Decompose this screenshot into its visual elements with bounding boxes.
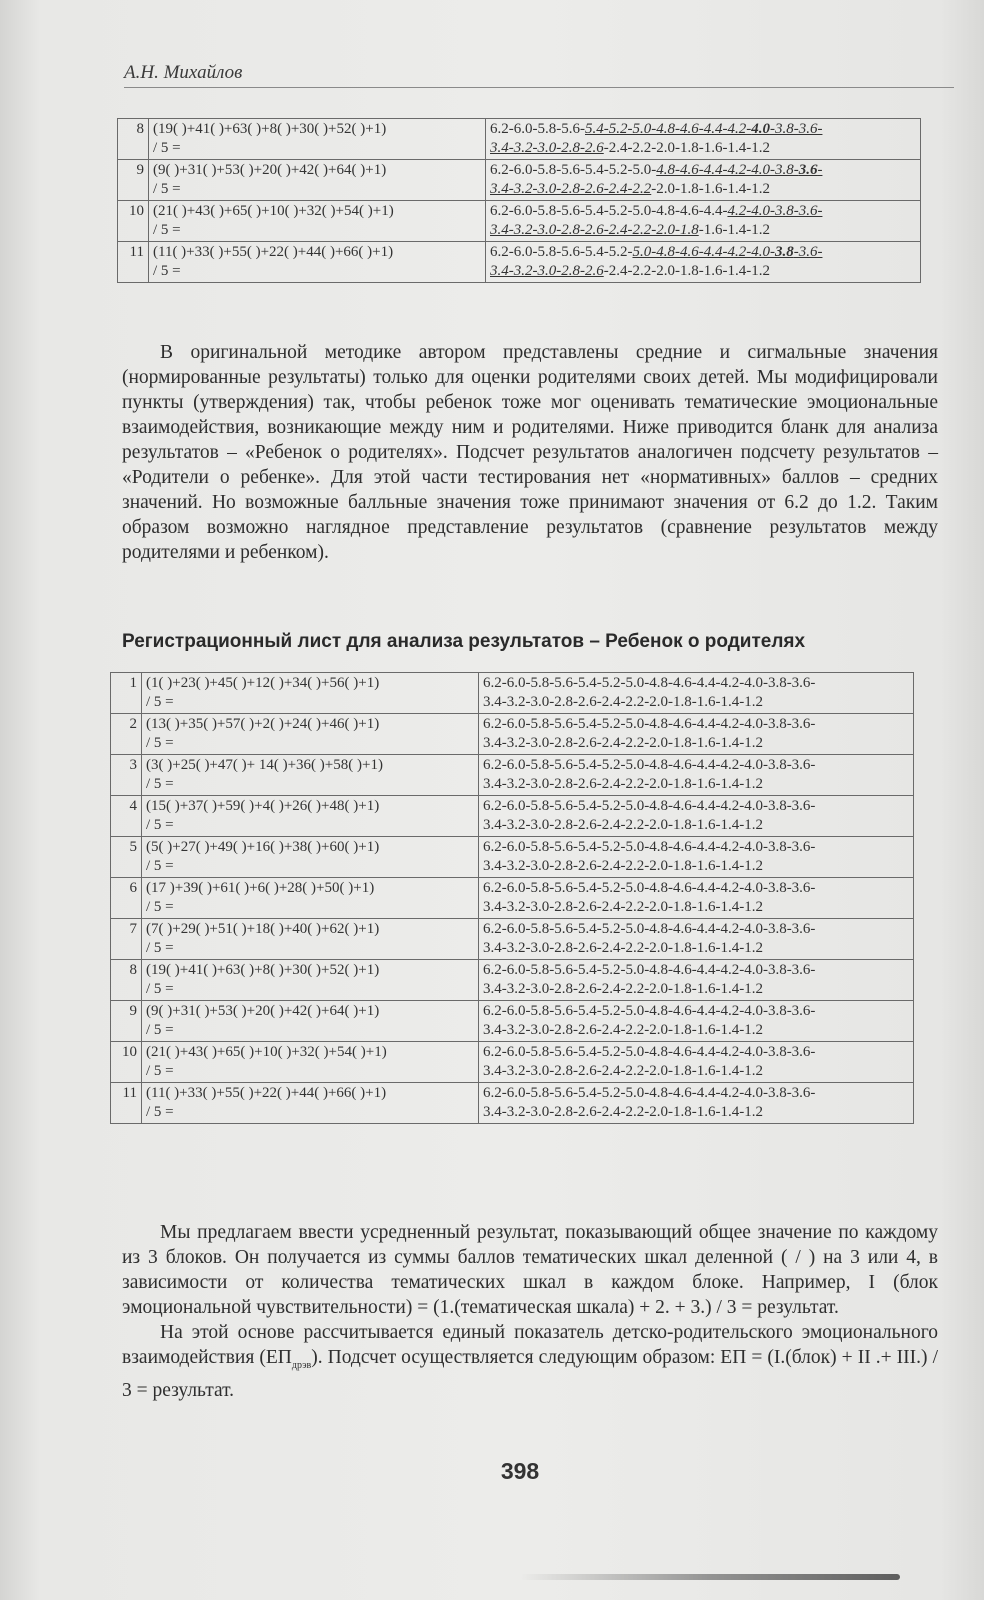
formula-cell: [142, 796, 479, 837]
row-number: 4: [111, 796, 142, 837]
running-header: А.Н. Михайлов: [124, 62, 954, 88]
formula-cell: [142, 1001, 479, 1042]
table-row: [118, 119, 921, 160]
scale-line: 3.4-3.2-3.0-2.8-2.6-2.4-2.2-2.0-1.8-1.6-1.4-1.2: [483, 858, 763, 874]
scale-underlined: 4.8-4.6-4.4-4.2-4.0-3.8-: [656, 162, 799, 178]
scale-plain: 6.2-6.0-5.8-5.6-: [490, 121, 585, 137]
scale-line: 3.4-3.2-3.0-2.8-2.6-2.4-2.2-2.0-1.8-1.6-1.4-1.2: [483, 1104, 763, 1120]
table-row: [118, 201, 921, 242]
scale-cell: [479, 1001, 914, 1042]
scale-cell: [486, 201, 921, 242]
formula-line: / 5 =: [146, 981, 174, 997]
formula-line: / 5 =: [146, 1063, 174, 1079]
registration-sheet-table: [110, 672, 914, 1124]
table-row: [111, 714, 914, 755]
scale-underlined: 3.4-3.2-3.0-2.8-2.6: [490, 263, 604, 279]
scale-line: 6.2-6.0-5.8-5.6-5.4-5.2-5.0-4.8-4.6-4.4-4.2-4.0-3.8-3.6-: [483, 839, 816, 855]
formula-line: (21( )+43( )+65( )+10( )+32( )+54( )+1): [153, 203, 394, 219]
formula-line: (11( )+33( )+55( )+22( )+44( )+66( )+1): [153, 244, 394, 260]
table-row: [111, 755, 914, 796]
formula-cell: [149, 242, 486, 283]
table-row: [118, 160, 921, 201]
scale-line: 6.2-6.0-5.8-5.6-5.4-5.2-5.0-4.8-4.6-4.4-4.2-4.0-3.8-3.6-: [483, 798, 816, 814]
formula-line: (13( )+35( )+57( )+2( )+24( )+46( )+1): [146, 716, 380, 732]
formula-line: (5( )+27( )+49( )+16( )+38( )+60( )+1): [146, 839, 380, 855]
paragraph-text: На этой основе рассчитывается единый показатель детско-родительского эмоционального взаимодействия $(ЕП_{дрэв})$. Подсчет осуществляется следующим образом: ЕП = (I.(блок) + II .+ III.) / 3 = результат.: [122, 1322, 938, 1401]
scale-line: [490, 202, 916, 221]
scale-underlined: 3.4-3.2-3.0-2.8-2.6-2.4-2.2: [490, 181, 652, 197]
table-row: [111, 1001, 914, 1042]
scale-line: 6.2-6.0-5.8-5.6-5.4-5.2-5.0-4.8-4.6-4.4-4.2-4.0-3.8-3.6-: [483, 1044, 816, 1060]
formula-line: / 5 =: [153, 140, 181, 156]
scale-line: 6.2-6.0-5.8-5.6-5.4-5.2-5.0-4.8-4.6-4.4-4.2-4.0-3.8-3.6-: [483, 757, 816, 773]
scale-underlined: 5.4-5.2-5.0-4.8-4.6-4.4-4.2-: [584, 121, 752, 137]
scale-cell: [479, 878, 914, 919]
scale-line: 3.4-3.2-3.0-2.8-2.6-2.4-2.2-2.0-1.8-1.6-1.4-1.2: [483, 1022, 763, 1038]
scale-plain: 6.2-6.0-5.8-5.6-5.4-5.2-5.0-: [490, 162, 657, 178]
section-title: Регистрационный лист для анализа результатов – Ребенок о родителях: [122, 631, 806, 652]
table-row: [111, 1042, 914, 1083]
table-row: [111, 1083, 914, 1124]
scale-cell: [486, 119, 921, 160]
formula-line: (21( )+43( )+65( )+10( )+32( )+54( )+1): [146, 1044, 387, 1060]
scale-result: 3.6: [798, 162, 818, 178]
scale-cell: [479, 837, 914, 878]
scale-line: 6.2-6.0-5.8-5.6-5.4-5.2-5.0-4.8-4.6-4.4-4.2-4.0-3.8-3.6-: [483, 1085, 816, 1101]
scale-line: [490, 243, 916, 262]
scale-plain: -2.4-2.2-2.0-1.8-1.6-1.4-1.2: [603, 140, 770, 156]
scale-plain: 6.2-6.0-5.8-5.6-5.4-5.2-5.0-4.8-4.6-4.4-: [490, 203, 728, 219]
formula-line: (11( )+33( )+55( )+22( )+44( )+66( )+1): [146, 1085, 387, 1101]
row-number: 9: [111, 1001, 142, 1042]
scan-smudge: [520, 1574, 900, 1580]
formula-line: / 5 =: [146, 858, 174, 874]
scale-cell: [486, 242, 921, 283]
paragraph-text: В оригинальной методике автором представлены средние и сигмальные значения (нормированные результаты) только для оценки родителями своих детей. Мы модифицировали пункты (утверждения) так, чтобы ребенок тоже мог оценивать тематические эмоциональные взаимодействия, возникающие между ним и родителями. Ниже приводится бланк для анализа результатов – «Ребенок о родителях». Подсчет результатов аналогичен подсчету результатов – «Родители о ребенке». Для этой части тестирования нет «нормативных» баллов – средних значений. Но возможные балльные значения тоже принимают значения от 6.2 до 1.2. Таким образом возможно наглядное представление результатов (сравнение результатов между родителями и ребенком).: [122, 342, 938, 563]
formula-line: (15( )+37( )+59( )+4( )+26( )+48( )+1): [146, 798, 380, 814]
formula-cell: [142, 1083, 479, 1124]
formula-line: / 5 =: [146, 899, 174, 915]
scale-line: 3.4-3.2-3.0-2.8-2.6-2.4-2.2-2.0-1.8-1.6-1.4-1.2: [483, 940, 763, 956]
formula-line: (17 )+39( )+61( )+6( )+28( )+50( )+1): [146, 880, 375, 896]
row-number: 10: [111, 1042, 142, 1083]
scale-underlined: 5.0-4.8-4.6-4.4-4.2-4.0-: [632, 244, 775, 260]
row-number: 9: [118, 160, 149, 201]
scale-cell: [479, 796, 914, 837]
subscript: дрэв: [291, 1359, 312, 1371]
scale-plain: -1.6-1.4-1.2: [698, 222, 770, 238]
table-row: [111, 878, 914, 919]
formula-line: (9( )+31( )+53( )+20( )+42( )+64( )+1): [146, 1003, 380, 1019]
table-row: [111, 796, 914, 837]
scale-cell: [479, 1042, 914, 1083]
scale-underlined: 3.4-3.2-3.0-2.8-2.6-2.4-2.2-2.0-1.8: [490, 222, 699, 238]
scale-result: 3.8: [774, 244, 794, 260]
formula-line: / 5 =: [146, 694, 174, 710]
scale-plain: -2.4-2.2-2.0-1.8-1.6-1.4-1.2: [603, 263, 770, 279]
row-number: 5: [111, 837, 142, 878]
scale-line: 3.4-3.2-3.0-2.8-2.6-2.4-2.2-2.0-1.8-1.6-1.4-1.2: [483, 899, 763, 915]
conclusion-paragraphs: [122, 1220, 938, 1403]
table-row: [118, 242, 921, 283]
formula-line: (7( )+29( )+51( )+18( )+40( )+62( )+1): [146, 921, 380, 937]
formula-line: (9( )+31( )+53( )+20( )+42( )+64( )+1): [153, 162, 387, 178]
formula-line: (1( )+23( )+45( )+12( )+34( )+56( )+1): [146, 675, 380, 691]
formula-cell: [142, 878, 479, 919]
formula-cell: [149, 201, 486, 242]
scale-line: 6.2-6.0-5.8-5.6-5.4-5.2-5.0-4.8-4.6-4.4-4.2-4.0-3.8-3.6-: [483, 675, 816, 691]
row-number: 1: [111, 673, 142, 714]
scale-underlined: -3.8-3.6-: [769, 121, 823, 137]
scale-plain: 6.2-6.0-5.8-5.6-5.4-5.2-: [490, 244, 633, 260]
table-row: [111, 960, 914, 1001]
table-row: [111, 673, 914, 714]
scale-line: [490, 161, 916, 180]
scale-line: 3.4-3.2-3.0-2.8-2.6-2.4-2.2-2.0-1.8-1.6-1.4-1.2: [483, 776, 763, 792]
formula-cell: [149, 160, 486, 201]
scale-cell: [479, 755, 914, 796]
formula-cell: [142, 919, 479, 960]
scale-underlined: -: [817, 162, 823, 178]
scale-plain: -2.0-1.8-1.6-1.4-1.2: [651, 181, 770, 197]
row-number: 11: [111, 1083, 142, 1124]
formula-cell: [142, 1042, 479, 1083]
formula-line: (19( )+41( )+63( )+8( )+30( )+52( )+1): [146, 962, 380, 978]
scores-table-continued: [117, 118, 921, 283]
formula-line: / 5 =: [146, 735, 174, 751]
row-number: 8: [111, 960, 142, 1001]
row-number: 8: [118, 119, 149, 160]
scale-line: 6.2-6.0-5.8-5.6-5.4-5.2-5.0-4.8-4.6-4.4-4.2-4.0-3.8-3.6-: [483, 962, 816, 978]
scale-cell: [486, 160, 921, 201]
scale-line: [490, 221, 916, 240]
formula-line: (19( )+41( )+63( )+8( )+30( )+52( )+1): [153, 121, 387, 137]
formula-cell: [142, 837, 479, 878]
row-number: 3: [111, 755, 142, 796]
formula-line: / 5 =: [153, 222, 181, 238]
table-row: [111, 919, 914, 960]
scale-cell: [479, 960, 914, 1001]
paragraph-text: Мы предлагаем ввести усредненный результат, показывающий общее значение по каждому из 3 блоков. Он получается из суммы баллов тематических шкал деленной ( / ) на 3 или 4, в зависимости от количества тематических шкал в каждом блоке. Например, I (блок эмоциональной чувствительности) = (1.(тематическая шкала) + 2. + 3.) / 3 = результат.: [122, 1222, 938, 1318]
scale-line: 6.2-6.0-5.8-5.6-5.4-5.2-5.0-4.8-4.6-4.4-4.2-4.0-3.8-3.6-: [483, 921, 816, 937]
row-number: 2: [111, 714, 142, 755]
table-row: [111, 837, 914, 878]
scale-line: 6.2-6.0-5.8-5.6-5.4-5.2-5.0-4.8-4.6-4.4-4.2-4.0-3.8-3.6-: [483, 716, 816, 732]
scale-cell: [479, 1083, 914, 1124]
scale-line: [490, 262, 916, 281]
scale-cell: [479, 919, 914, 960]
row-number: 6: [111, 878, 142, 919]
row-number: 11: [118, 242, 149, 283]
scale-line: 3.4-3.2-3.0-2.8-2.6-2.4-2.2-2.0-1.8-1.6-1.4-1.2: [483, 817, 763, 833]
scale-result: 4.0: [751, 121, 770, 137]
formula-line: / 5 =: [153, 263, 181, 279]
formula-line: / 5 =: [146, 776, 174, 792]
formula-line: (3( )+25( )+47( )+ 14( )+36( )+58( )+1): [146, 757, 383, 773]
formula-cell: [142, 673, 479, 714]
scale-line: 3.4-3.2-3.0-2.8-2.6-2.4-2.2-2.0-1.8-1.6-1.4-1.2: [483, 735, 763, 751]
scale-line: 3.4-3.2-3.0-2.8-2.6-2.4-2.2-2.0-1.8-1.6-1.4-1.2: [483, 694, 763, 710]
page-number: 398: [500, 1458, 540, 1484]
formula-cell: [142, 714, 479, 755]
scale-line: [490, 180, 916, 199]
scale-underlined: 3.4-3.2-3.0-2.8-2.6: [490, 140, 604, 156]
scale-cell: [479, 714, 914, 755]
formula-line: / 5 =: [146, 1022, 174, 1038]
intro-paragraph: [122, 340, 938, 565]
row-number: 10: [118, 201, 149, 242]
scale-cell: [479, 673, 914, 714]
scale-line: 6.2-6.0-5.8-5.6-5.4-5.2-5.0-4.8-4.6-4.4-4.2-4.0-3.8-3.6-: [483, 1003, 816, 1019]
formula-line: / 5 =: [146, 817, 174, 833]
formula-cell: [149, 119, 486, 160]
scale-underlined: -3.6-: [793, 244, 823, 260]
row-number: 7: [111, 919, 142, 960]
formula-line: / 5 =: [153, 181, 181, 197]
scale-line: 6.2-6.0-5.8-5.6-5.4-5.2-5.0-4.8-4.6-4.4-4.2-4.0-3.8-3.6-: [483, 880, 816, 896]
scale-line: 3.4-3.2-3.0-2.8-2.6-2.4-2.2-2.0-1.8-1.6-1.4-1.2: [483, 1063, 763, 1079]
formula-line: / 5 =: [146, 940, 174, 956]
scale-line: [490, 139, 916, 158]
scale-line: 3.4-3.2-3.0-2.8-2.6-2.4-2.2-2.0-1.8-1.6-1.4-1.2: [483, 981, 763, 997]
scale-underlined: 4.2-4.0-3.8-3.6-: [727, 203, 823, 219]
formula-cell: [142, 755, 479, 796]
formula-cell: [142, 960, 479, 1001]
scale-line: [490, 120, 916, 139]
formula-line: / 5 =: [146, 1104, 174, 1120]
